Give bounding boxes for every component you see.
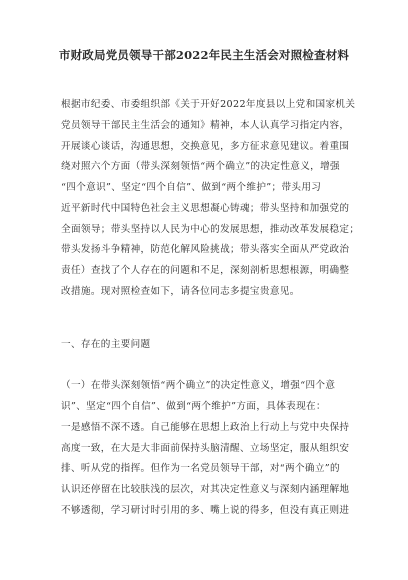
body-line: 一是感悟不深不透。自己能够在思想上政治上行动上与党中央保持 [61,422,350,433]
document-title: 市财政局党员领导干部2022年民主生活会对照检查材料 [58,48,350,62]
body-line: （一）在带头深刻领悟“两个确立”的决定性意义，增强“四个意 [61,380,336,391]
body-line: 排、听从党的指挥。但作为一名党员领导干部，对“两个确立”的 [61,463,340,474]
body-line: 认识还停留在比较肤浅的层次，对其决定性意义与深刻内涵理解地 [61,484,350,495]
intro-line: 党员领导干部民主生活会的通知》精神，本人认真学习指定内容， [61,120,350,131]
intro-line: 带头发扬斗争精神，防范化解风险挑战；带头落实全面从严党政治 [61,244,350,255]
intro-line: “四个意识”、坚定“四个自信”、做到“两个维护”；带头用习 [61,182,322,193]
body-line: 高度一致，在大是大非面前保持头脑清醒、立场坚定，服从组织安 [61,443,350,454]
intro-line: 近平新时代中国特色社会主义思想凝心铸魂；带头坚持和加强党的 [61,203,350,214]
intro-line: 改措施。现对照检查如下，请各位同志多提宝贵意见。 [61,286,300,297]
body-line: 不够透彻，学习研讨时引用的多、嘴上说的得多，但没有真正则进 [61,505,350,516]
body-line: 识”、坚定“四个自信”、做到“两个维护”方面，具体表现在： [61,401,326,412]
section-heading: 一、存在的主要问题 [61,339,151,350]
intro-line: 根据市纪委、市委组织部《关于开好2022年度县以上党和国家机关 [61,99,356,110]
intro-line: 全面领导；带头坚持以人民为中心的发展思想，推动改革发展稳定； [61,224,360,235]
intro-line: 责任）查找了个人存在的问题和不足，深刻剖析思想根源，明确整 [61,265,350,276]
intro-line: 开展谈心谈话，沟通思想，交换意见，多方征求意见建议。着重围 [61,141,350,152]
intro-line: 绕对照六个方面（带头深刻领悟“两个确立”的决定性意义，增强 [61,161,340,172]
